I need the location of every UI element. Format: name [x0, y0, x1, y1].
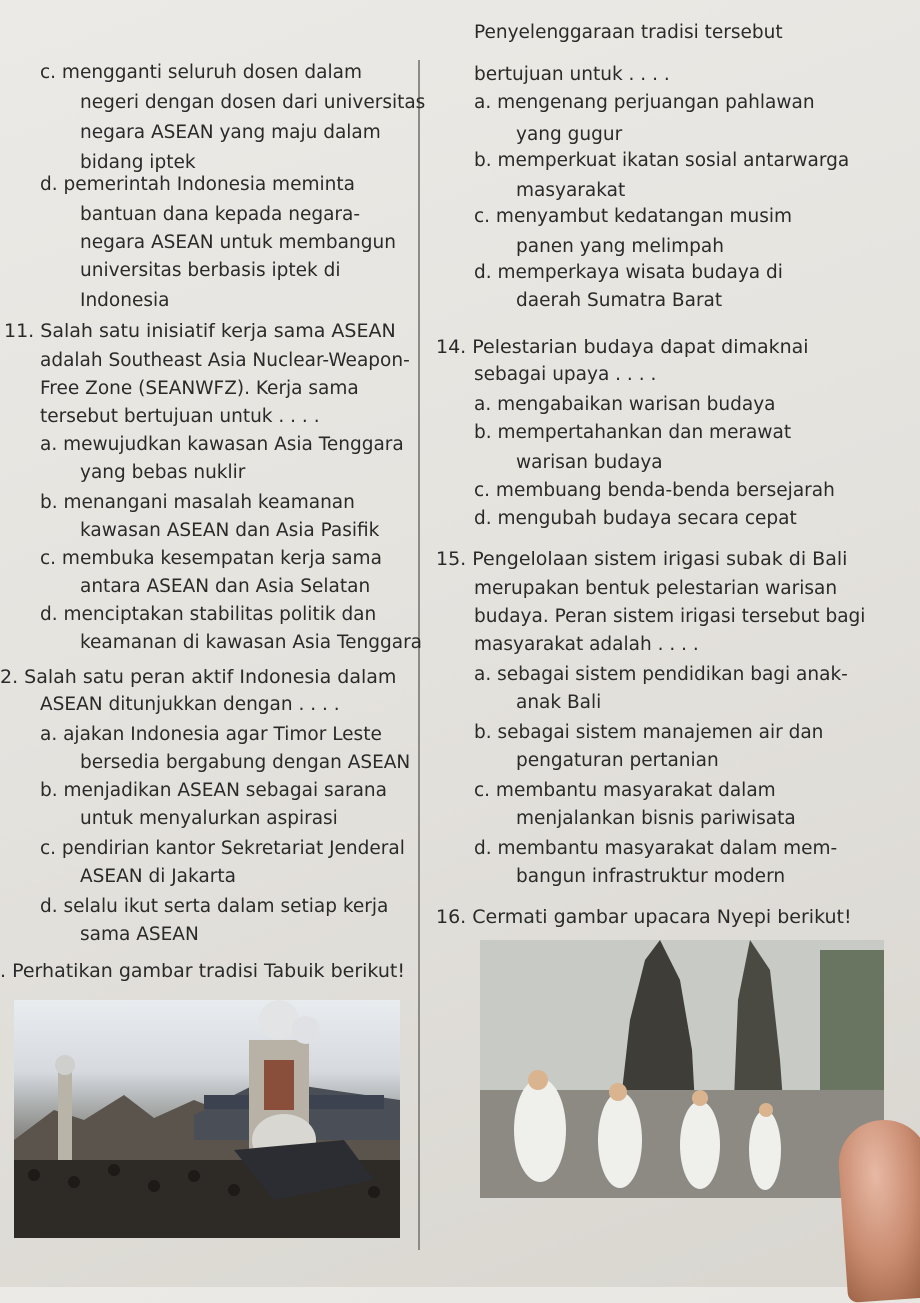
right-text-line: anak Bali: [516, 692, 602, 713]
right-text-line: warisan budaya: [516, 452, 663, 473]
right-text-line: bertujuan untuk . . . .: [474, 64, 670, 85]
left-text-line: bantuan dana kepada negara-: [80, 204, 361, 225]
right-text-line: b. mempertahankan dan merawat: [474, 422, 792, 443]
right-text-line: budaya. Peran sistem irigasi tersebut bagi: [474, 606, 866, 627]
right-text-line: yang gugur: [516, 124, 623, 145]
left-text-line: untuk menyalurkan aspirasi: [80, 808, 338, 829]
left-text-line: antara ASEAN dan Asia Selatan: [80, 576, 371, 597]
left-text-line: d. menciptakan stabilitas politik dan: [40, 604, 377, 625]
left-text-line: bersedia bergabung dengan ASEAN: [80, 752, 411, 773]
left-text-line: negara ASEAN yang maju dalam: [80, 122, 381, 143]
left-text-line: bidang iptek: [80, 152, 196, 173]
tabuik-photo: [14, 1000, 400, 1238]
right-text-line: masyarakat: [516, 180, 626, 201]
right-text-line: daerah Sumatra Barat: [516, 290, 723, 311]
right-text-line: masyarakat adalah . . . .: [474, 634, 699, 655]
left-text-line: b. menjadikan ASEAN sebagai sarana: [40, 780, 387, 801]
right-text-line: 14. Pelestarian budaya dapat dimaknai: [436, 336, 809, 358]
right-text-line: panen yang melimpah: [516, 236, 724, 257]
right-text-line: merupakan bentuk pelestarian warisan: [474, 578, 838, 599]
tabuik-illustration: [14, 1000, 400, 1238]
right-text-line: a. mengabaikan warisan budaya: [474, 394, 776, 415]
left-text-line: c. pendirian kantor Sekretariat Jenderal: [40, 838, 405, 859]
right-text-line: a. mengenang perjuangan pahlawan: [474, 92, 815, 113]
left-text-line: adalah Southeast Asia Nuclear-Weapon-: [40, 350, 410, 371]
right-text-line: b. memperkuat ikatan sosial antarwarga: [474, 150, 850, 171]
left-text-line: ASEAN di Jakarta: [80, 866, 236, 887]
left-text-line: ASEAN ditunjukkan dengan . . . .: [40, 694, 340, 715]
left-text-line: Free Zone (SEANWFZ). Kerja sama: [40, 378, 359, 399]
left-text-line: b. menangani masalah keamanan: [40, 492, 355, 513]
left-text-line: 2. Salah satu peran aktif Indonesia dalam: [0, 666, 397, 688]
left-text-line: 11. Salah satu inisiatif kerja sama ASEAN: [4, 320, 396, 342]
right-text-line: d. memperkaya wisata budaya di: [474, 262, 783, 283]
right-text-line: d. membantu masyarakat dalam mem-: [474, 838, 838, 859]
right-text-line: 15. Pengelolaan sistem irigasi subak di Bali: [436, 548, 848, 570]
right-text-line: d. mengubah budaya secara cepat: [474, 508, 797, 529]
right-text-line: sebagai upaya . . . .: [474, 364, 657, 385]
left-text-line: negeri dengan dosen dari universitas: [80, 92, 426, 113]
right-text-line: menjalankan bisnis pariwisata: [516, 808, 796, 829]
left-text-line: a. mewujudkan kawasan Asia Tenggara: [40, 434, 404, 455]
left-text-line: yang bebas nuklir: [80, 462, 246, 483]
right-text-line: 16. Cermati gambar upacara Nyepi berikut!: [436, 906, 852, 928]
left-text-line: . Perhatikan gambar tradisi Tabuik berikut!: [0, 960, 405, 982]
right-text-line: a. sebagai sistem pendidikan bagi anak-: [474, 664, 848, 685]
left-text-line: a. ajakan Indonesia agar Timor Leste: [40, 724, 382, 745]
left-text-line: kawasan ASEAN dan Asia Pasifik: [80, 520, 380, 541]
right-text-line: bangun infrastruktur modern: [516, 866, 786, 887]
left-text-line: sama ASEAN: [80, 924, 199, 945]
right-text-line: pengaturan pertanian: [516, 750, 719, 771]
right-text-line: c. membantu masyarakat dalam: [474, 780, 776, 801]
left-text-line: d. selalu ikut serta dalam setiap kerja: [40, 896, 389, 917]
column-divider: [418, 60, 420, 1250]
right-text-line: c. membuang benda-benda bersejarah: [474, 480, 835, 501]
left-text-line: negara ASEAN untuk membangun: [80, 232, 396, 253]
right-text-line: Penyelenggaraan tradisi tersebut: [474, 22, 783, 43]
nyepi-illustration: [480, 940, 884, 1198]
nyepi-photo: [480, 940, 884, 1198]
left-text-line: Indonesia: [80, 290, 170, 311]
right-text-line: b. sebagai sistem manajemen air dan: [474, 722, 824, 743]
left-text-line: c. mengganti seluruh dosen dalam: [40, 62, 362, 83]
left-text-line: d. pemerintah Indonesia meminta: [40, 174, 355, 195]
left-text-line: tersebut bertujuan untuk . . . .: [40, 406, 320, 427]
thumb-fingertip: [836, 1117, 920, 1303]
right-text-line: c. menyambut kedatangan musim: [474, 206, 793, 227]
left-text-line: c. membuka kesempatan kerja sama: [40, 548, 382, 569]
left-text-line: keamanan di kawasan Asia Tenggara: [80, 632, 423, 653]
left-text-line: universitas berbasis iptek di: [80, 260, 341, 281]
